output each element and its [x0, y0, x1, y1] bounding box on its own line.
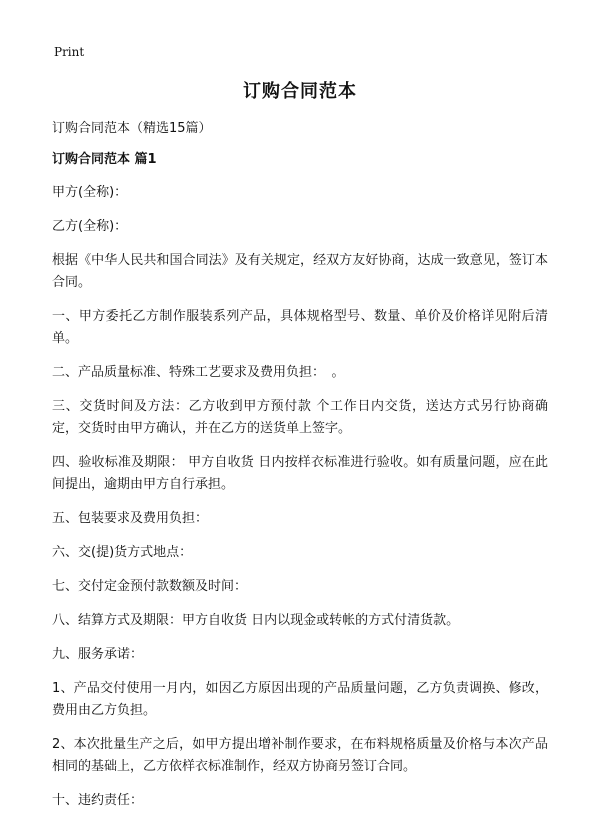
clause-6: 六、交(提)货方式地点：: [52, 545, 193, 560]
clause-1: 一、甲方委托乙方制作服装系列产品，具体规格型号、数量、单价及价格详见附后清单。: [52, 309, 548, 346]
clause-3: 三、交货时间及方法：乙方收到甲方预付款 个工作日内交货，送达方式另行协商确定，交货时由甲方确认，并在乙方的送货单上签字。: [52, 399, 548, 436]
section-heading: 订购合同范本 篇1: [52, 152, 157, 167]
preamble-paragraph: 根据《中华人民共和国合同法》及有关规定，经双方友好协商，达成一致意见，签订本合同。: [52, 253, 548, 290]
clause-9: 九、服务承诺：: [52, 647, 144, 662]
service-item-2: 2、本次批量生产之后，如甲方提出增补制作要求，在布料规格质量及价格与本次产品相同的基础上，乙方依样衣标准制作，经双方协商另签订合同。: [52, 737, 548, 774]
clause-10: 十、违约责任：: [52, 793, 144, 808]
print-label: Print: [54, 45, 85, 59]
clause-7: 七、交付定金预付款数额及时间：: [52, 579, 248, 594]
clause-8: 八、结算方式及期限：甲方自收货 日内以现金或转帐的方式付清货款。: [52, 613, 460, 628]
document-subtitle: 订购合同范本（精选15篇）: [52, 121, 212, 136]
clause-5: 五、包装要求及费用负担：: [52, 511, 209, 526]
page-title: 订购合同范本: [243, 81, 357, 102]
party-a-line: 甲方(全称)：: [52, 185, 128, 200]
clause-4: 四、验收标准及期限： 甲方自收货 日内按样衣标准进行验收。如有质量问题，应在此间提出，逾期由甲方自行承担。: [52, 455, 548, 492]
service-item-1: 1、产品交付使用一月内，如因乙方原因出现的产品质量问题，乙方负责调换、修改，费用由乙方负担。: [52, 681, 548, 718]
clause-2: 二、产品质量标准、特殊工艺要求及费用负担： 。: [52, 365, 345, 380]
party-b-line: 乙方(全称)：: [52, 219, 128, 234]
